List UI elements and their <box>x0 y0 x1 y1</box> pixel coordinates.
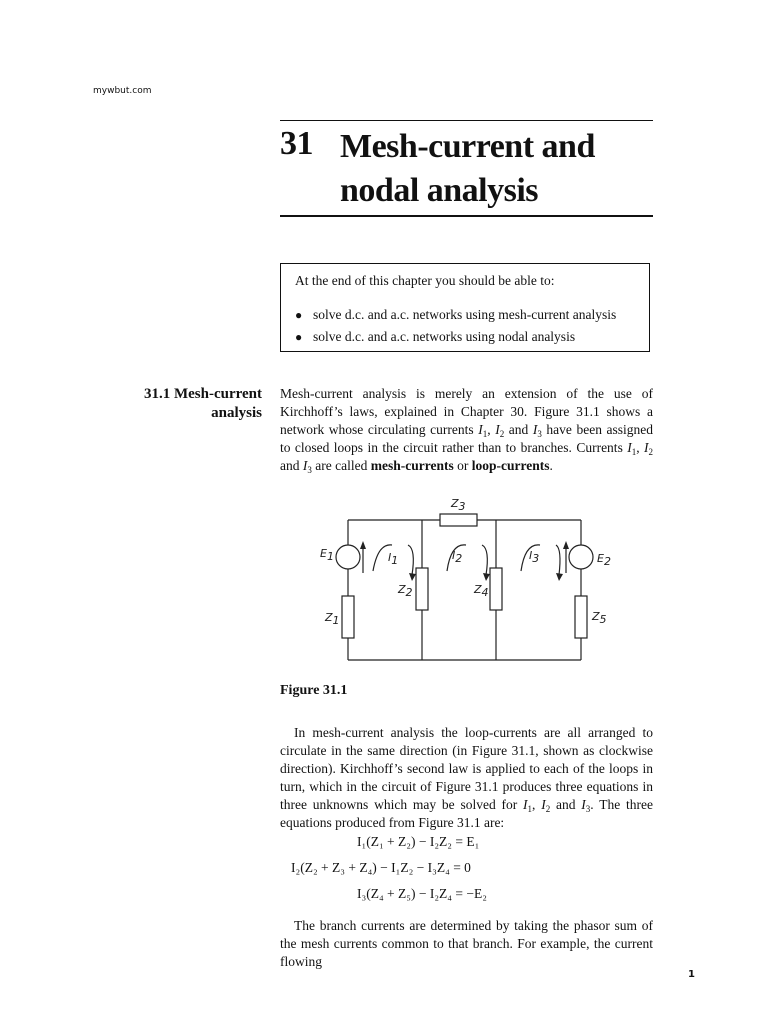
para1-text-a: Mesh-current analysis is merely an extension of the use of Kirchhoff’s laws, explained in Chapter 30. Figure 31.1 shows a network whose circulating currents <box>280 386 653 437</box>
para1-text-b: have been assigned to closed loops in the circuit rather than to branches. Currents <box>280 422 654 455</box>
equation-3: I₃(Z₄ + Z₅) − I₂Z₄ = −E₂ <box>357 886 487 901</box>
i3-arrowhead-icon <box>556 573 563 581</box>
objectives-intro: At the end of this chapter you should be able to: <box>295 273 555 288</box>
bullet-icon: ● <box>295 308 303 322</box>
label-z2: Z2 <box>398 583 413 599</box>
label-i1: I1 <box>388 551 399 567</box>
impedance-z1 <box>342 596 354 638</box>
impedance-z4 <box>490 568 502 610</box>
bullet-icon: ● <box>295 330 303 344</box>
source-e1 <box>336 545 360 569</box>
paragraph-mesh-intro: Mesh-current analysis is merely an extension of the use of Kirchhoff’s laws, explained in Chapter 30. Figure 31.1 shows a network whose circulating currents $I_1$, $I_2$ and $I_3$ have been assigned to closed loops in the circuit rather than to branches. Currents $I_1$, $I_2$ and $I_3$ are called mesh-currents or loop-currents. <box>280 386 654 475</box>
chapter-title-line1: Mesh-current and <box>340 128 595 165</box>
i1-arrowhead-icon <box>409 573 416 581</box>
i2-arrowhead-icon <box>483 573 490 581</box>
para2-text: In mesh-current analysis the loop-currents are all arranged to circulate in the same direction (in Figure 31.1, shown as clockwise direction). Kirchhoff’s second law is applied to each of the loops in turn, which in the circuit of Figure 31.1 produces three equations in three unknowns which may be solved for <box>280 725 653 812</box>
objective-item <box>295 326 616 348</box>
objective-text: solve d.c. and a.c. networks using mesh-current analysis <box>313 307 617 322</box>
objective-text: solve d.c. and a.c. networks using nodal analysis <box>313 329 576 344</box>
objective-item <box>295 304 616 326</box>
objectives-list <box>295 304 616 348</box>
site-watermark: mywbut.com <box>93 86 152 96</box>
label-e1: E1 <box>320 547 334 563</box>
para2-text-end: . The three equations produced from Figure 31.1 are: <box>280 797 653 830</box>
chapter-number: 31 <box>280 125 313 162</box>
label-e2: E2 <box>597 552 611 568</box>
section-heading <box>120 385 262 423</box>
title-top-rule <box>280 120 653 121</box>
loop-arrow-i1-right <box>408 545 413 575</box>
label-z5: Z5 <box>592 610 607 626</box>
label-z3: Z3 <box>451 497 466 513</box>
section-heading-line2: analysis <box>211 405 262 421</box>
impedance-z5 <box>575 596 587 638</box>
e2-arrowhead-icon <box>563 541 569 549</box>
e1-arrowhead-icon <box>360 541 366 549</box>
chapter-title-line2: nodal analysis <box>340 172 539 209</box>
loop-arrow-i3-right <box>556 545 560 575</box>
para1-text-c: are called <box>311 458 371 473</box>
loop-arrow-i2-right <box>482 545 487 575</box>
term-mesh-currents: mesh-currents <box>370 458 454 473</box>
term-loop-currents: loop-currents <box>471 458 550 473</box>
equation-2: I₂(Z₂ + Z₃ + Z₄) − I₁Z₂ − I₃Z₄ = 0 <box>291 860 471 875</box>
label-i3: I3 <box>529 549 540 565</box>
para1-text-or: or <box>453 458 472 473</box>
chapter-title <box>340 125 595 213</box>
title-bottom-rule <box>280 215 653 217</box>
label-z4: Z4 <box>474 583 489 599</box>
para1-text-end: . <box>549 458 553 473</box>
paragraph-loop-currents: In mesh-current analysis the loop-currents are all arranged to circulate in the same direction (in Figure 31.1, shown as clockwise direction). Kirchhoff’s second law is applied to each of the loops in turn, which in the circuit of Figure 31.1 produces three equations in three unknowns which may be solved for $I_1$, $I_2$ and $I_3$. The three equations produced from Figure 31.1 are: <box>280 725 653 830</box>
label-z1: Z1 <box>325 611 340 627</box>
impedance-z2 <box>416 568 428 610</box>
figure-caption: Figure 31.1 <box>280 683 348 698</box>
circuit-diagram <box>300 493 630 673</box>
source-e2 <box>569 545 593 569</box>
equation-1: I₁(Z₁ + Z₂) − I₂Z₂ = E₁ <box>357 834 480 849</box>
label-i2: I2 <box>452 549 463 565</box>
section-heading-line1: 31.1 Mesh-current <box>143 386 262 402</box>
paragraph-branch-currents: The branch currents are determined by taking the phasor sum of the mesh currents common to that branch. For example, the current flowing <box>280 918 653 969</box>
impedance-z3 <box>440 514 477 526</box>
page-number: 1 <box>688 969 695 980</box>
objectives-box <box>280 263 650 352</box>
